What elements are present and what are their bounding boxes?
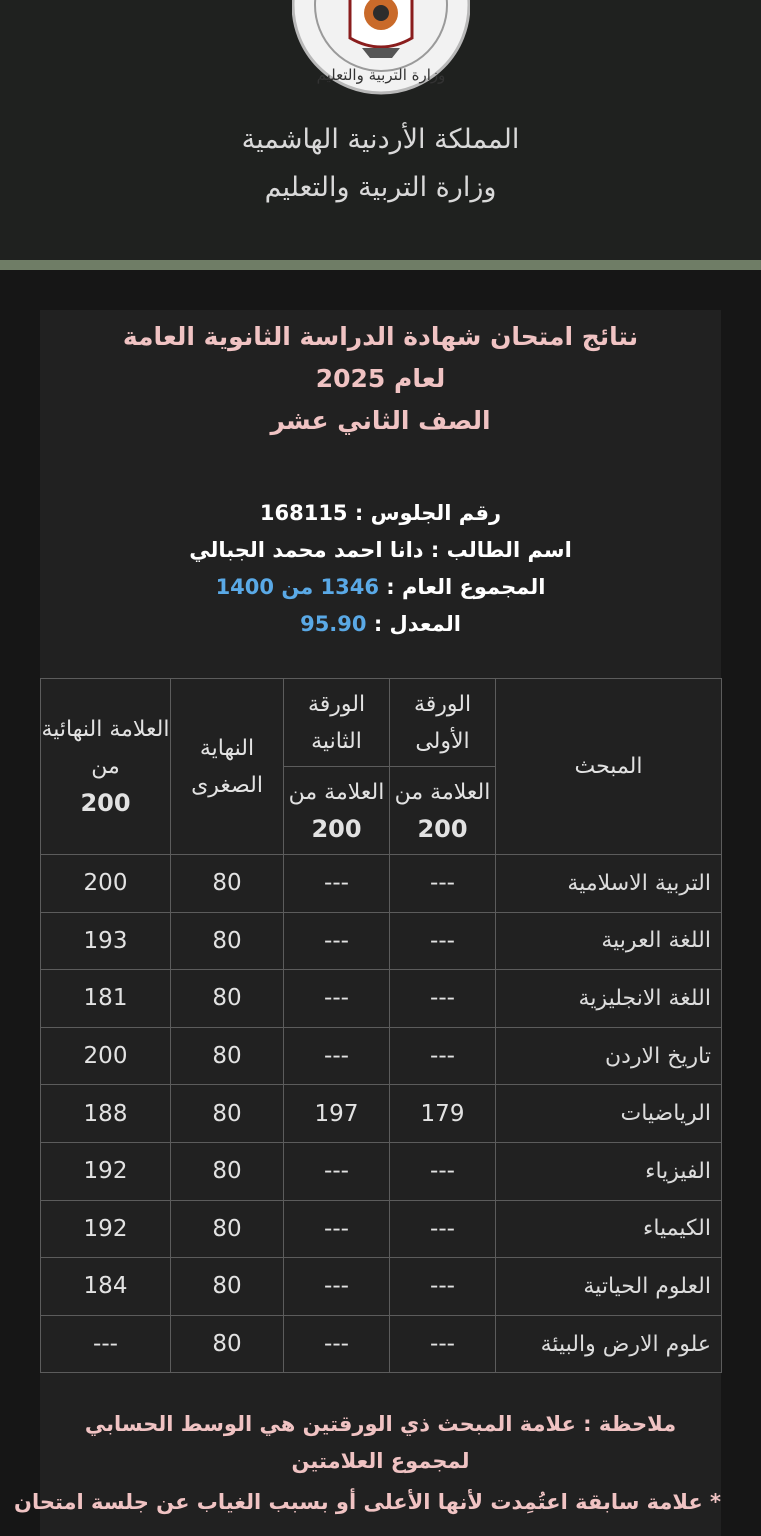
header-paper2-max bbox=[284, 767, 390, 855]
paper2-cell: --- bbox=[284, 1258, 390, 1316]
results-table bbox=[40, 678, 722, 1373]
subject-cell: اللغة الانجليزية bbox=[496, 970, 722, 1028]
seat-number: 168115 bbox=[259, 501, 348, 525]
paper2-cell: 197 bbox=[284, 1085, 390, 1143]
results-title bbox=[40, 316, 721, 442]
total-value: 1346 من 1400 bbox=[215, 575, 379, 599]
note-previous-mark: * علامة سابقة اعتُمِدت لأنها الأعلى أو بسبب الغياب عن جلسة امتحان bbox=[14, 1490, 721, 1514]
paper2-cell: --- bbox=[284, 855, 390, 913]
paper2-cell: --- bbox=[284, 1142, 390, 1200]
paper1-cell: --- bbox=[390, 912, 496, 970]
header-final-label: العلامة النهائية من bbox=[41, 717, 170, 779]
ministry-header bbox=[0, 0, 761, 260]
table-row bbox=[41, 1085, 722, 1143]
header-paper2: الورقة الثانية bbox=[284, 679, 390, 767]
average-value: 95.90 bbox=[300, 612, 367, 636]
header-paper1-max-value: 200 bbox=[417, 814, 468, 843]
table-row bbox=[41, 970, 722, 1028]
subject-cell: التربية الاسلامية bbox=[496, 855, 722, 913]
student-name-row bbox=[40, 532, 721, 569]
kingdom-title: المملكة الأردنية الهاشمية bbox=[241, 124, 520, 155]
results-card bbox=[14, 310, 721, 1536]
paper2-cell: --- bbox=[284, 1027, 390, 1085]
paper1-cell: --- bbox=[390, 1258, 496, 1316]
header-minimum: النهاية الصغرى bbox=[171, 679, 284, 855]
seal-text: وزارة التربية والتعليم bbox=[316, 66, 446, 84]
paper2-cell: --- bbox=[284, 1315, 390, 1373]
paper2-cell: --- bbox=[284, 970, 390, 1028]
average-row bbox=[40, 606, 721, 643]
subject-cell: علوم الارض والبيئة bbox=[496, 1315, 722, 1373]
final-cell: 192 bbox=[41, 1200, 171, 1258]
final-cell: 200 bbox=[41, 1027, 171, 1085]
paper1-cell: --- bbox=[390, 1027, 496, 1085]
minimum-cell: 80 bbox=[171, 1085, 284, 1143]
seat-number-row bbox=[40, 495, 721, 532]
paper1-cell: --- bbox=[390, 855, 496, 913]
table-row bbox=[41, 1200, 722, 1258]
title-line-2: لعام 2025 bbox=[315, 364, 446, 393]
header-subject: المبحث bbox=[496, 679, 722, 855]
final-cell: 188 bbox=[41, 1085, 171, 1143]
subject-cell: تاريخ الاردن bbox=[496, 1027, 722, 1085]
title-line-3: الصف الثاني عشر bbox=[270, 406, 491, 435]
minimum-cell: 80 bbox=[171, 1315, 284, 1373]
paper1-cell: --- bbox=[390, 1200, 496, 1258]
paper1-cell: 179 bbox=[390, 1085, 496, 1143]
paper1-cell: --- bbox=[390, 1315, 496, 1373]
ministry-seal-logo bbox=[292, 0, 470, 112]
subject-cell: العلوم الحياتية bbox=[496, 1258, 722, 1316]
minimum-cell: 80 bbox=[171, 855, 284, 913]
subject-cell: اللغة العربية bbox=[496, 912, 722, 970]
header-paper1-sub: العلامة من bbox=[394, 779, 491, 805]
final-cell: --- bbox=[41, 1315, 171, 1373]
table-row bbox=[41, 1258, 722, 1316]
total-row bbox=[40, 569, 721, 606]
header-final bbox=[41, 679, 171, 855]
final-cell: 181 bbox=[41, 970, 171, 1028]
final-cell: 193 bbox=[41, 912, 171, 970]
student-name: دانا احمد محمد الجبالي bbox=[189, 538, 424, 562]
paper2-cell: --- bbox=[284, 912, 390, 970]
average-label: المعدل : bbox=[366, 612, 461, 636]
table-row bbox=[41, 855, 722, 913]
table-row bbox=[41, 1315, 722, 1373]
subject-cell: الرياضيات bbox=[496, 1085, 722, 1143]
final-cell: 184 bbox=[41, 1258, 171, 1316]
minimum-cell: 80 bbox=[171, 1027, 284, 1085]
student-name-label: اسم الطالب : bbox=[423, 538, 572, 562]
table-row bbox=[41, 1027, 722, 1085]
total-label: المجموع العام : bbox=[379, 575, 546, 599]
student-info bbox=[40, 495, 721, 643]
paper2-cell: --- bbox=[284, 1200, 390, 1258]
header-paper2-sub: العلامة من bbox=[288, 779, 385, 805]
header-final-max: 200 bbox=[80, 789, 131, 817]
note-two-papers: ملاحظة : علامة المبحث ذي الورقتين هي الوسط الحسابي لمجموع العلامتين bbox=[84, 1412, 677, 1473]
final-cell: 200 bbox=[41, 855, 171, 913]
header-paper2-max-value: 200 bbox=[311, 814, 362, 843]
final-cell: 192 bbox=[41, 1142, 171, 1200]
subject-cell: الفيزياء bbox=[496, 1142, 722, 1200]
subject-cell: الكيمياء bbox=[496, 1200, 722, 1258]
minimum-cell: 80 bbox=[171, 1142, 284, 1200]
paper1-cell: --- bbox=[390, 970, 496, 1028]
title-line-1: نتائج امتحان شهادة الدراسة الثانوية العامة bbox=[122, 322, 639, 351]
header-divider bbox=[0, 260, 761, 270]
table-row bbox=[41, 912, 722, 970]
table-row bbox=[41, 1142, 722, 1200]
header-paper1: الورقة الأولى bbox=[390, 679, 496, 767]
ministry-title: وزارة التربية والتعليم bbox=[264, 172, 497, 203]
minimum-cell: 80 bbox=[171, 970, 284, 1028]
minimum-cell: 80 bbox=[171, 1200, 284, 1258]
minimum-cell: 80 bbox=[171, 912, 284, 970]
paper1-cell: --- bbox=[390, 1142, 496, 1200]
minimum-cell: 80 bbox=[171, 1258, 284, 1316]
header-paper1-max bbox=[390, 767, 496, 855]
seat-number-label: رقم الجلوس : bbox=[347, 501, 502, 525]
